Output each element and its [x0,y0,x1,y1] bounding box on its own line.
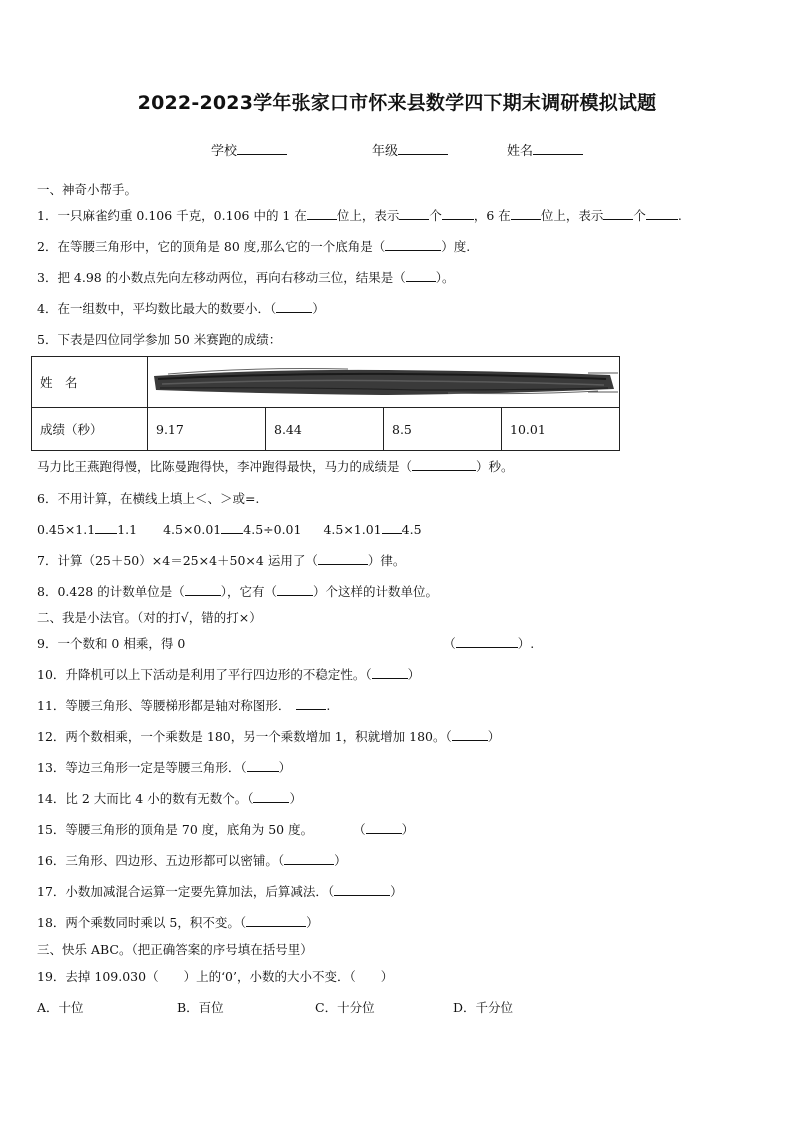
answer-blank[interactable] [372,666,408,679]
answer-blank[interactable] [284,852,334,865]
answer-blank[interactable] [318,552,368,565]
question-5: 5．下表是四位同学参加 50 米赛跑的成绩： [37,332,282,347]
question-19: 19．去掉 109.030（ ）上的‘0’，小数的大小不变．（ ） [37,969,394,984]
question-6: 6．不用计算，在横线上填上＜、＞或=. [37,491,260,506]
question-1: 1．一只麻雀约重 0.106 千克，0.106 中的 1 在 位上，表示 个 ，6 在 位上，表示 个 . [37,208,682,223]
compare-blank[interactable] [382,521,402,534]
answer-blank[interactable] [399,207,429,220]
question-14: 14．比 2 大而比 4 小的数有无数个。（ ） [37,791,302,806]
redacted-names-image [148,357,620,408]
answer-blank[interactable] [406,269,436,282]
question-12: 12．两个数相乘，一个乘数是 180，另一个乘数增加 1，积就增加 180。（ ） [37,729,501,744]
name-blank[interactable] [533,142,583,155]
question-10: 10．升降机可以上下活动是利用了平行四边形的不稳定性。（ ） [37,667,421,682]
question-2: 2．在等腰三角形中，它的顶角是 80 度,那么它的一个底角是（ ）度. [37,239,471,254]
question-7: 7．计算（25＋50）×4＝25×4＋50×4 运用了（ ）律。 [37,553,406,568]
student-info-row [0,140,794,160]
answer-blank[interactable] [385,238,441,251]
answer-blank[interactable] [246,914,306,927]
question-3: 3．把 4.98 的小数点先向左移动两位，再向右移动三位，结果是（ ）。 [37,270,455,285]
question-18: 18．两个乘数同时乘以 5，积不变。（ ） [37,915,319,930]
answer-blank[interactable] [412,458,476,471]
answer-blank[interactable] [307,207,337,220]
answer-blank[interactable] [247,759,279,772]
table-cell-score-label: 成绩（秒） [32,408,148,451]
name-field: 姓名 [507,140,583,159]
option-c[interactable]: C．十分位 [315,1000,375,1015]
answer-blank[interactable] [276,300,312,313]
option-b[interactable]: B．百位 [177,1000,224,1015]
question-6-expressions: 0.45×1.1 1.1 4.5×0.01 4.5÷0.01 4.5×1.01 4.5 [37,522,422,537]
grade-blank[interactable] [398,142,448,155]
option-d[interactable]: D．千分位 [453,1000,514,1015]
table-cell-score: 8.44 [266,408,384,451]
option-a[interactable]: A．十位 [37,1000,84,1015]
question-17: 17．小数加减混合运算一定要先算加法，后算减法．（ ） [37,884,403,899]
answer-blank[interactable] [452,728,488,741]
compare-blank[interactable] [221,521,243,534]
page-title: 2022-2023学年张家口市怀来县数学四下期末调研模拟试题 [137,92,657,114]
redacted-names-scribble [148,357,620,407]
table-cell-score: 8.5 [384,408,502,451]
question-13: 13．等边三角形一定是等腰三角形．（ ） [37,760,292,775]
table-row [32,408,620,451]
question-15: 15．等腰三角形的顶角是 70 度，底角为 50 度。 （ ） [37,822,415,837]
answer-blank[interactable] [366,821,402,834]
table-cell-score: 10.01 [502,408,620,451]
answer-blank[interactable] [456,635,518,648]
score-table [31,356,620,451]
compare-blank[interactable] [95,521,117,534]
table-cell-score: 9.17 [148,408,266,451]
grade-field: 年级 [372,140,448,159]
question-5-follow-up: 马力比王燕跑得慢，比陈曼跑得快，李冲跑得最快，马力的成绩是（ ）秒。 [37,459,514,474]
answer-blank[interactable] [296,697,326,710]
question-11: 11．等腰三角形、等腰梯形都是轴对称图形． . [37,698,331,713]
section-3-heading: 三、快乐 ABC。（把正确答案的序号填在括号里） [37,942,313,957]
school-field: 学校 [211,140,287,159]
table-row [32,357,620,408]
section-1-heading: 一、神奇小帮手。 [37,182,138,197]
question-16: 16．三角形、四边形、五边形都可以密铺。（ ） [37,853,347,868]
question-4: 4．在一组数中，平均数比最大的数要小．（ ） [37,301,325,316]
answer-blank[interactable] [646,207,678,220]
answer-blank[interactable] [511,207,541,220]
school-blank[interactable] [237,142,287,155]
answer-blank[interactable] [185,583,221,596]
question-9: 9．一个数和 0 相乘，得 0 （ ）. [37,636,535,651]
question-8: 8．0.428 的计数单位是（ ），它有（ ）个这样的计数单位。 [37,584,438,599]
answer-blank[interactable] [253,790,289,803]
answer-blank[interactable] [442,207,474,220]
table-cell-name-label: 姓 名 [32,357,148,408]
answer-blank[interactable] [603,207,633,220]
answer-blank[interactable] [334,883,390,896]
section-2-heading: 二、我是小法官。（对的打√，错的打×） [37,610,262,625]
answer-blank[interactable] [277,583,313,596]
